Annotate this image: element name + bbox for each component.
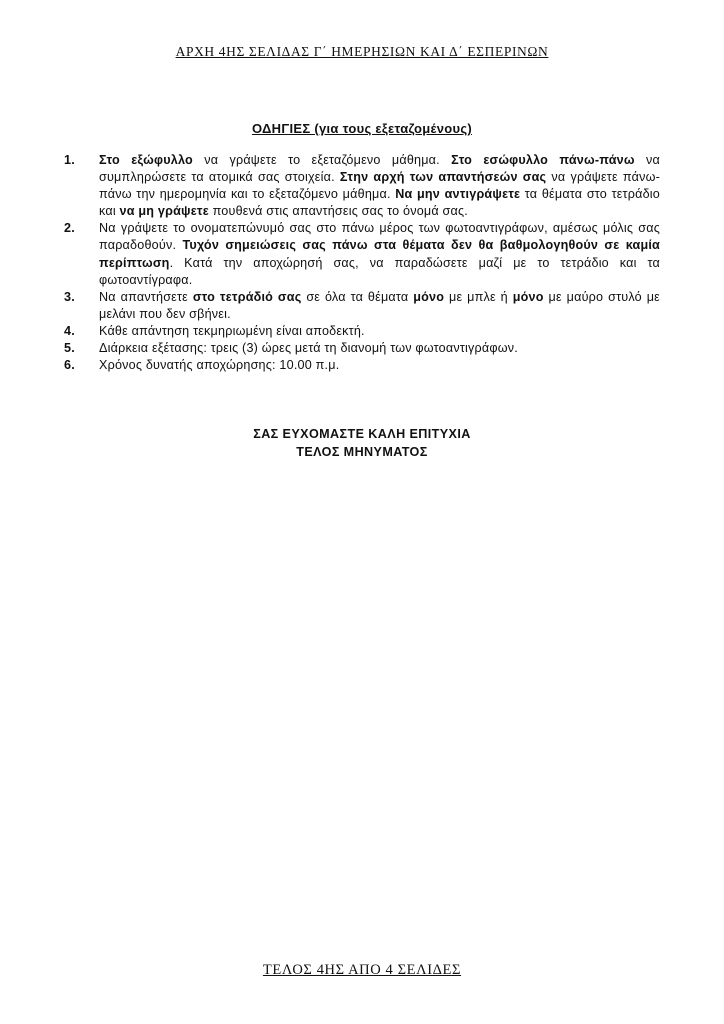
instructions-list [64,152,660,374]
instruction-text-segment: Να απαντήσετε [99,289,193,304]
end-of-message: ΤΕΛΟΣ ΜΗΝΥΜΑΤΟΣ [296,445,428,459]
emphasized-text: Να μην αντιγράψετε [395,187,521,202]
instruction-item [64,357,660,374]
instruction-text-segment: Χρόνος δυνατής αποχώρησης: 10.00 π.μ. [99,358,340,373]
instruction-number: 6. [64,358,75,373]
instruction-item [64,152,660,220]
instruction-item [64,340,660,357]
instruction-text-segment: με μπλε ή [444,289,513,304]
emphasized-text: Στην αρχή των απαντήσεών σας [339,170,547,185]
emphasized-text: Στο εξώφυλλο [99,153,193,167]
page-footer: ΤΕΛΟΣ 4ΗΣ ΑΠΟ 4 ΣΕΛΙΔΕΣ [262,962,462,978]
instruction-text-segment: . Κατά την αποχώρησή σας, να παραδώσετε μαζί με το τετράδιο και τα φωτοαντίγραφα. [99,255,660,287]
instruction-item [64,220,660,288]
instruction-text [99,152,660,220]
closing-wish: ΣΑΣ ΕΥΧΟΜΑΣΤΕ ΚΑΛΗ ΕΠΙΤΥΧΙΑ [253,427,471,441]
instruction-number: 3. [64,289,75,304]
instructions-title: ΟΔΗΓΙΕΣ (για τους εξεταζομένους) [251,121,473,136]
instruction-text-segment: Κάθε απάντηση τεκμηριωμένη είναι αποδεκτή. [99,323,365,338]
instruction-text [99,357,660,374]
instruction-text [99,220,660,288]
emphasized-text: Στο εσώφυλλο πάνω-πάνω [451,153,635,167]
instruction-text-segment: Να γράψετε το ονοματεπώνυμό σας στο πάνω μέρος των φωτοαντιγράφων, αμέσως μόλις σας παραδοθούν. [99,221,660,253]
instruction-text-segment: να συμπληρώσετε τα ατομικά σας στοιχεία. [99,153,660,185]
instruction-text-segment: να γράψετε πάνω-πάνω την ημερομηνία και το εξεταζόμενο μάθημα. [99,170,660,202]
emphasized-text: να μη γράψετε [119,204,209,219]
emphasized-text: Τυχόν σημειώσεις σας πάνω στα θέματα δεν θα βαθμολογηθούν σε καμία περίπτωση [99,238,660,270]
instruction-text-segment: να γράψετε το εξεταζόμενο μάθημα. [192,153,452,167]
instruction-text-segment: Διάρκεια εξέτασης: τρεις (3) ώρες μετά τη διανομή των φωτοαντιγράφων. [99,341,518,356]
instruction-text-segment: σε όλα τα θέματα [301,289,414,304]
instruction-text-segment: με μαύρο στυλό με μελάνι που δεν σβήνει. [99,289,660,321]
instruction-item [64,323,660,340]
emphasized-text: μόνο [512,289,544,304]
instruction-item [64,289,660,323]
instruction-text-segment: πουθενά στις απαντήσεις σας το όνομά σας. [208,204,468,219]
instruction-number: 4. [64,323,75,338]
instruction-text-segment: τα θέματα στο τετράδιο και [99,187,660,219]
page-header: ΑΡΧΗ 4ΗΣ ΣΕΛΙΔΑΣ Γ΄ ΗΜΕΡΗΣΙΩΝ ΚΑΙ Δ΄ ΕΣΠΕΡΙΝΩΝ [175,44,549,59]
instruction-text [99,289,660,323]
emphasized-text: μόνο [413,289,445,304]
instruction-number: 1. [64,153,75,167]
instruction-text [99,323,660,340]
instruction-number: 2. [64,221,75,236]
emphasized-text: στο τετράδιό σας [192,289,302,304]
instruction-number: 5. [64,341,75,356]
instruction-text [99,340,660,357]
closing-block [0,425,724,461]
